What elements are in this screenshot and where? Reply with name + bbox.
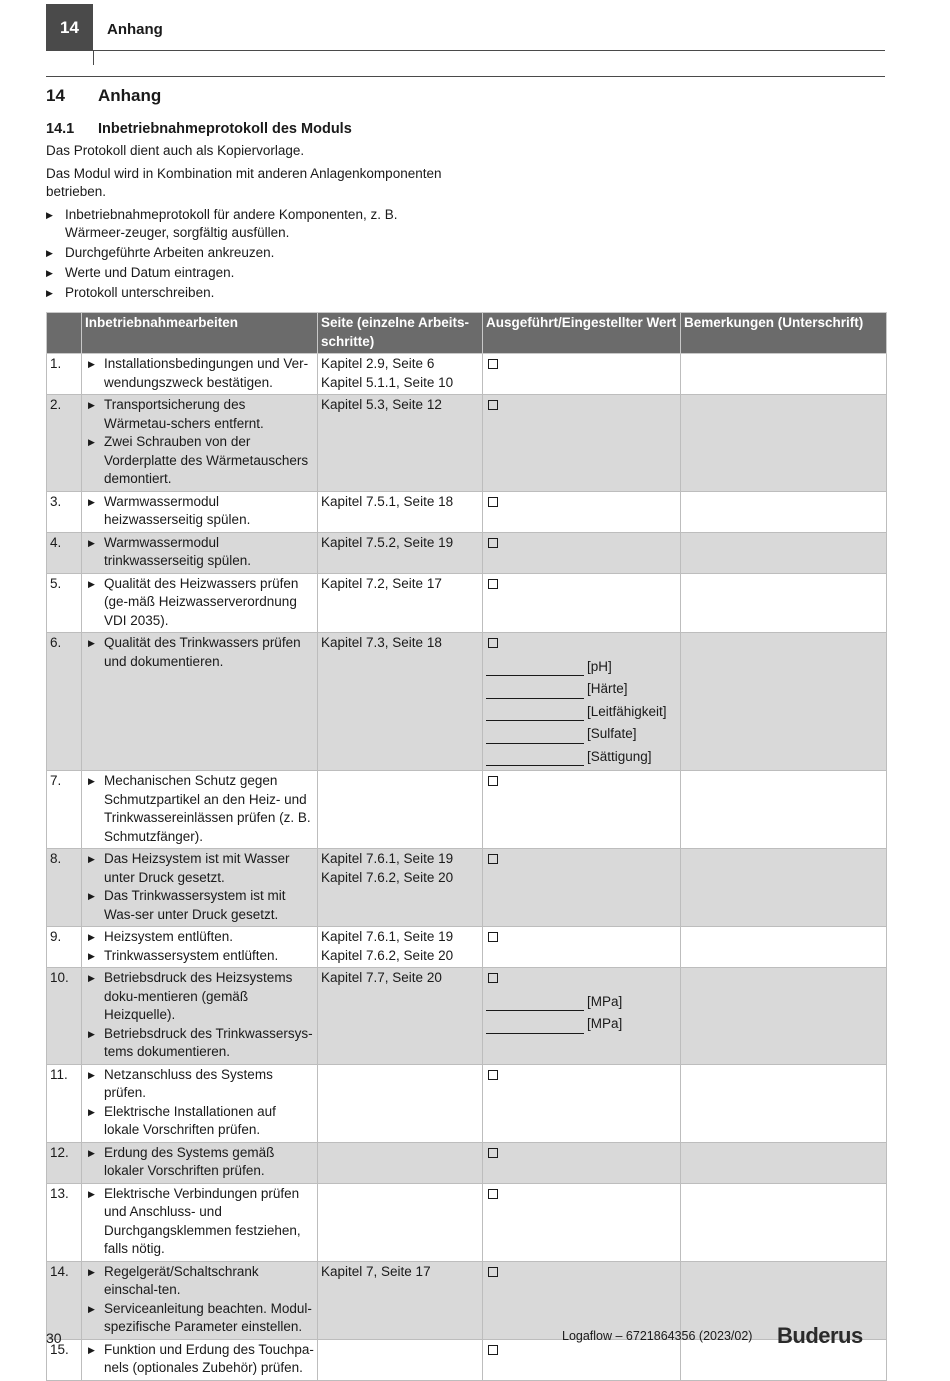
page-ref-cell: [318, 771, 483, 849]
unit-label: [Härte]: [587, 681, 628, 696]
row-number: 15.: [47, 1339, 82, 1380]
intro-paragraph-2: Das Modul wird in Kombination mit anderen Anlagenkomponenten betrieben.: [46, 165, 442, 199]
page-ref-cell: [318, 1064, 483, 1142]
row-number: 2.: [47, 395, 82, 492]
blank-line[interactable]: [486, 752, 584, 766]
row-number: 13.: [47, 1183, 82, 1261]
page-ref-cell: [318, 1339, 483, 1380]
task-cell: [82, 573, 318, 633]
task-cell: [82, 1064, 318, 1142]
done-cell: [483, 395, 681, 492]
blank-line[interactable]: [486, 707, 584, 721]
chapter-header-title: Anhang: [107, 21, 163, 38]
checkbox[interactable]: [488, 776, 498, 786]
page-ref-cell: [318, 1142, 483, 1183]
checkbox[interactable]: [488, 400, 498, 410]
unit-label: [pH]: [587, 658, 612, 674]
task-item: ▶ Trinkwassersystem entlüften.: [85, 947, 314, 966]
blank-line[interactable]: [486, 730, 584, 744]
task-cell: [82, 849, 318, 927]
subsection-title: Inbetriebnahmeprotokoll des Moduls: [98, 121, 352, 137]
page-ref-cell: [318, 354, 483, 395]
table-row: [47, 573, 887, 633]
section-title: Anhang: [98, 86, 162, 105]
table-row: [47, 491, 887, 532]
row-number: 11.: [47, 1064, 82, 1142]
checkbox[interactable]: [488, 854, 498, 864]
remarks-cell[interactable]: [681, 532, 887, 573]
page-reference: Kapitel 7.6.2, Seite 20: [321, 947, 454, 963]
task-item: ▶ Das Heizsystem ist mit Wasser unter Druck gesetzt.: [85, 850, 314, 887]
page-ref-cell: [318, 849, 483, 927]
task-item: ▶ Elektrische Verbindungen prüfen und Anschluss- und Durchgangsklemmen festziehen, falls nötig.: [85, 1185, 314, 1259]
remarks-cell[interactable]: [681, 1064, 887, 1142]
task-item: ▶ Funktion und Erdung des Touchpa-nels (optionales Zubehör) prüfen.: [85, 1341, 314, 1378]
page-ref-cell: [318, 395, 483, 492]
page-reference: Kapitel 7.6.1, Seite 19: [321, 851, 454, 866]
remarks-cell[interactable]: [681, 968, 887, 1065]
table-row: [47, 395, 887, 492]
page-reference: Kapitel 7.3, Seite 18: [321, 635, 442, 650]
checkbox[interactable]: [488, 1148, 498, 1158]
done-cell: [483, 1183, 681, 1261]
task-cell: [82, 771, 318, 849]
checkbox[interactable]: [488, 932, 498, 942]
page-reference: Kapitel 7.7, Seite 20: [321, 970, 442, 985]
task-cell: [82, 1183, 318, 1261]
table-header-row: [47, 313, 887, 354]
blank-line[interactable]: [486, 685, 584, 699]
intro-bullet: ▶ Werte und Datum eintragen.: [46, 264, 446, 283]
task-item: ▶ Warmwassermodul trinkwasserseitig spülen.: [85, 534, 314, 571]
done-cell: [483, 968, 681, 1065]
task-item: ▶ Betriebsdruck des Heizsystems doku-mentieren (gemäß Heizquelle).: [85, 969, 314, 1025]
value-entry-line[interactable]: [486, 748, 677, 767]
done-cell: [483, 927, 681, 968]
section-number: 14: [46, 86, 65, 105]
unit-label: [Sättigung]: [587, 748, 652, 764]
checkbox[interactable]: [488, 973, 498, 983]
table-row: [47, 354, 887, 395]
remarks-cell[interactable]: [681, 633, 887, 771]
value-entry-line[interactable]: [486, 680, 677, 699]
page-ref-cell: [318, 573, 483, 633]
task-cell: [82, 1142, 318, 1183]
done-cell: [483, 1142, 681, 1183]
table-row: [47, 771, 887, 849]
done-cell: [483, 771, 681, 849]
task-item: ▶ Qualität des Heizwassers prüfen (ge-mäß Heizwasserverordnung VDI 2035).: [85, 575, 314, 631]
value-entry-line[interactable]: [486, 725, 677, 744]
header-tick: [93, 51, 94, 65]
header-cell-page: Seite (einzelne Arbeits-schritte): [318, 313, 483, 354]
task-item: ▶ Netzanschluss des Systems prüfen.: [85, 1066, 314, 1103]
checkbox[interactable]: [488, 1267, 498, 1277]
done-cell: [483, 849, 681, 927]
document-info: Logaflow – 6721864356 (2023/02): [562, 1329, 753, 1343]
page-number: 30: [46, 1330, 62, 1346]
task-item: ▶ Mechanischen Schutz gegen Schmutzpartikel an den Heiz- und Trinkwassereinlässen prüfen (z. B. Schmutzfänger).: [85, 772, 314, 846]
table-row: [47, 968, 887, 1065]
remarks-cell[interactable]: [681, 927, 887, 968]
task-item: ▶ Warmwassermodul heizwasserseitig spülen.: [85, 493, 314, 530]
page-reference: Kapitel 7.5.2, Seite 19: [321, 534, 454, 550]
header-cell-remarks: Bemerkungen (Unterschrift): [681, 313, 887, 354]
table-row: [47, 532, 887, 573]
checkbox[interactable]: [488, 1345, 498, 1355]
page-reference: Kapitel 7, Seite 17: [321, 1263, 431, 1279]
commissioning-protocol-table: [46, 312, 887, 1381]
page-ref-cell: [318, 1261, 483, 1339]
done-cell: [483, 491, 681, 532]
table-row: [47, 1261, 887, 1339]
row-number: 12.: [47, 1142, 82, 1183]
page-reference: Kapitel 7.2, Seite 17: [321, 575, 442, 591]
page-reference: Kapitel 5.1.1, Seite 10: [321, 374, 454, 390]
intro-bullet: ▶ Protokoll unterschreiben.: [46, 284, 446, 303]
done-cell: [483, 1339, 681, 1380]
done-cell: [483, 633, 681, 771]
row-number: 5.: [47, 573, 82, 633]
page-ref-cell: [318, 927, 483, 968]
checkbox[interactable]: [488, 638, 498, 648]
value-entry-line[interactable]: [486, 993, 677, 1012]
task-item: ▶ Installationsbedingungen und Ver-wendungszweck bestätigen.: [85, 355, 314, 392]
checkbox[interactable]: [488, 359, 498, 369]
table-row: [47, 849, 887, 927]
table-row: [47, 1064, 887, 1142]
row-number: 4.: [47, 532, 82, 573]
intro-bullet: ▶ Inbetriebnahmeprotokoll für andere Komponenten, z. B. Wärmeer-zeuger, sorgfältig ausfüllen.: [46, 206, 446, 243]
header-cell-tasks: Inbetriebnahmearbeiten: [82, 313, 318, 354]
row-number: 10.: [47, 968, 82, 1065]
checkbox[interactable]: [488, 497, 498, 507]
intro-bullet: ▶ Durchgeführte Arbeiten ankreuzen.: [46, 244, 446, 263]
remarks-cell[interactable]: [681, 354, 887, 395]
row-number: 1.: [47, 354, 82, 395]
task-item: ▶ Erdung des Systems gemäß lokaler Vorschriften prüfen.: [85, 1144, 314, 1181]
task-cell: [82, 532, 318, 573]
table-row: [47, 633, 887, 771]
intro-paragraph-1: Das Protokoll dient auch als Kopiervorlage.: [46, 143, 305, 158]
subsection-heading: [46, 121, 352, 137]
page-ref-cell: [318, 1183, 483, 1261]
task-item: ▶ Zwei Schrauben von der Vorderplatte des Wärmetauschers demontiert.: [85, 433, 314, 489]
checkbox[interactable]: [488, 538, 498, 548]
header-cell-done: Ausgeführt/Eingestellter Wert: [483, 313, 681, 354]
brand-logo: Buderus: [777, 1323, 863, 1348]
page-ref-cell: [318, 491, 483, 532]
table-row: [47, 1183, 887, 1261]
header-rule: [93, 50, 885, 51]
page-reference: Kapitel 7.5.1, Seite 18: [321, 493, 454, 509]
page-ref-cell: [318, 633, 483, 771]
task-item: ▶ Qualität des Trinkwassers prüfen und dokumentieren.: [85, 634, 314, 671]
page-ref-cell: [318, 968, 483, 1065]
done-cell: [483, 573, 681, 633]
row-number: 6.: [47, 633, 82, 771]
section-rule: [46, 76, 885, 77]
section-heading: [46, 86, 161, 106]
checkbox[interactable]: [488, 1070, 498, 1080]
value-entry-line[interactable]: [486, 658, 677, 677]
task-cell: [82, 395, 318, 492]
intro-text: [46, 142, 446, 304]
done-cell: [483, 354, 681, 395]
row-number: 8.: [47, 849, 82, 927]
unit-label: [Sulfate]: [587, 726, 637, 741]
blank-line[interactable]: [486, 1020, 584, 1034]
remarks-cell[interactable]: [681, 573, 887, 633]
row-number: 9.: [47, 927, 82, 968]
remarks-cell[interactable]: [681, 1142, 887, 1183]
done-cell: [483, 532, 681, 573]
row-number: 7.: [47, 771, 82, 849]
page-reference: Kapitel 5.3, Seite 12: [321, 397, 442, 412]
checkbox[interactable]: [488, 1189, 498, 1199]
task-cell: [82, 491, 318, 532]
header-cell-num: [47, 313, 82, 354]
remarks-cell[interactable]: [681, 771, 887, 849]
unit-label: [MPa]: [587, 993, 623, 1009]
task-item: ▶ Serviceanleitung beachten. Modul-spezifische Parameter einstellen.: [85, 1300, 314, 1337]
task-cell: [82, 968, 318, 1065]
task-cell: [82, 354, 318, 395]
chapter-number-box: [46, 4, 93, 51]
checkbox[interactable]: [488, 579, 498, 589]
remarks-cell[interactable]: [681, 491, 887, 532]
task-cell: [82, 1339, 318, 1380]
task-item: ▶ Heizsystem entlüften.: [85, 928, 314, 947]
page-reference: Kapitel 7.6.1, Seite 19: [321, 929, 454, 944]
unit-label: [Leitfähigkeit]: [587, 703, 667, 719]
task-cell: [82, 633, 318, 771]
remarks-cell[interactable]: [681, 1183, 887, 1261]
task-cell: [82, 1261, 318, 1339]
table-row: [47, 1339, 887, 1380]
task-item: ▶ Transportsicherung des Wärmetau-schers entfernt.: [85, 396, 314, 433]
remarks-cell[interactable]: [681, 849, 887, 927]
table-row: [47, 1142, 887, 1183]
value-entry-line[interactable]: [486, 1015, 677, 1034]
blank-line[interactable]: [486, 997, 584, 1011]
task-item: ▶ Elektrische Installationen auf lokale Vorschriften prüfen.: [85, 1103, 314, 1140]
done-cell: [483, 1064, 681, 1142]
row-number: 3.: [47, 491, 82, 532]
done-cell: [483, 1261, 681, 1339]
page-ref-cell: [318, 532, 483, 573]
value-entry-line[interactable]: [486, 703, 677, 722]
blank-line[interactable]: [486, 662, 584, 676]
task-item: ▶ Das Trinkwassersystem ist mit Was-ser unter Druck gesetzt.: [85, 887, 314, 924]
task-item: ▶ Regelgerät/Schaltschrank einschal-ten.: [85, 1263, 314, 1300]
remarks-cell[interactable]: [681, 395, 887, 492]
page-reference: Kapitel 2.9, Seite 6: [321, 356, 435, 371]
chapter-number: 14: [60, 17, 79, 37]
task-item: ▶ Betriebsdruck des Trinkwassersys-tems dokumentieren.: [85, 1025, 314, 1062]
row-number: 14.: [47, 1261, 82, 1339]
unit-label: [MPa]: [587, 1016, 623, 1031]
subsection-number: 14.1: [46, 121, 75, 137]
page-reference: Kapitel 7.6.2, Seite 20: [321, 869, 454, 885]
task-cell: [82, 927, 318, 968]
table-row: [47, 927, 887, 968]
